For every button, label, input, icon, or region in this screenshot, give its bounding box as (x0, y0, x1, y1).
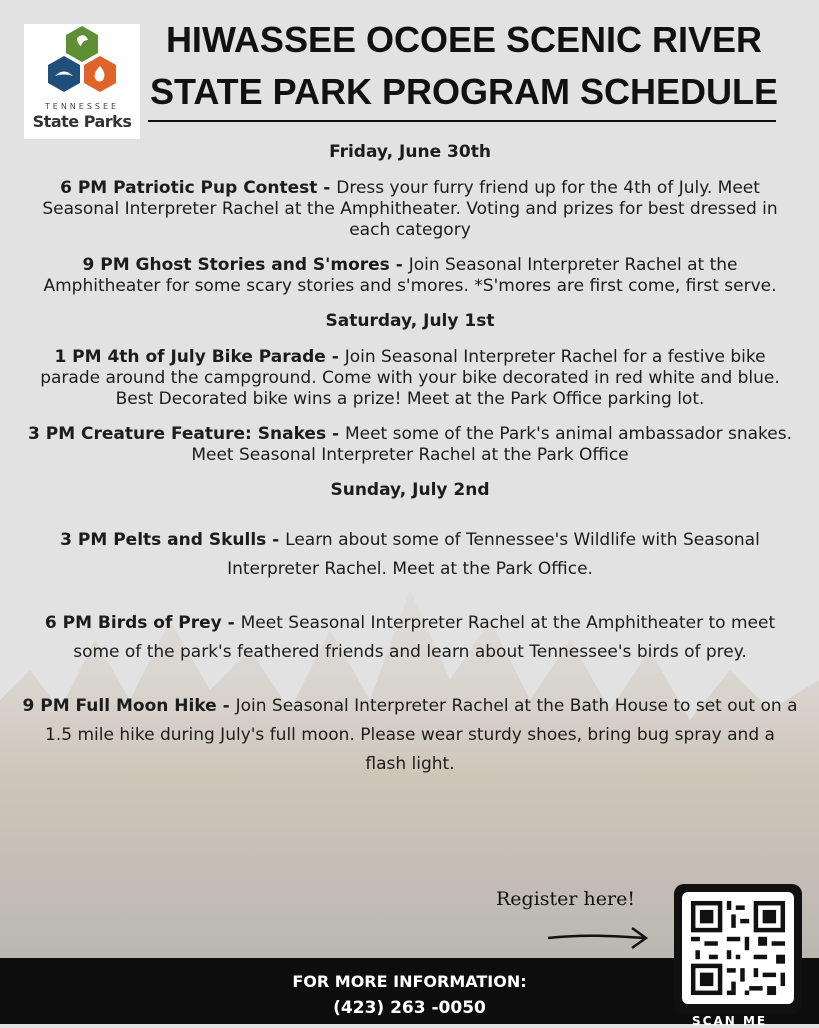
qr-code-image (682, 892, 794, 1004)
event-item (22, 609, 798, 667)
event-text: Meet Seasonal Interpreter Rachel at the Amphitheater to meet some of the park's feathered friends and learn about Tennessee's birds of prey. (73, 613, 776, 662)
event-text: Join Seasonal Interpreter Rachel at the Bath House to set out on a 1.5 mile hike during July's full moon. Please wear sturdy shoes, bring bug spray and a flash light. (45, 696, 798, 774)
day-heading: Sunday, July 2nd (330, 480, 490, 500)
day-heading: Friday, June 30th (329, 142, 491, 162)
event-title: 6 PM Birds of Prey - (44, 613, 241, 633)
event-title: 1 PM 4th of July Bike Parade - (54, 347, 345, 367)
event-title: 9 PM Ghost Stories and S'mores - (82, 255, 409, 275)
hex-green (66, 26, 98, 62)
title-line-1: HIWASSEE OCOEE SCENIC RIVER (165, 19, 763, 60)
event-text: Dress your furry friend up for the 4th of July. Meet Seasonal Interpreter Rachel at the Amphitheater. Voting and prizes for best dressed in each category (42, 178, 778, 240)
event-text: Join Seasonal Interpreter Rachel at the Amphitheater for some scary stories and s'mores. *S'mores are first come, first serve. (43, 255, 777, 296)
footer-info-label: FOR MORE INFORMATION: (292, 972, 527, 991)
event-title: 3 PM Pelts and Skulls - (60, 530, 286, 550)
logo-hexagons-icon (24, 24, 140, 104)
event-title: 6 PM Patriotic Pup Contest - (60, 178, 337, 198)
qr-pattern-icon (682, 892, 794, 1004)
schedule (22, 138, 798, 804)
title-line-2: STATE PARK PROGRAM SCHEDULE (149, 71, 778, 112)
event-text: Learn about some of Tennessee's Wildlife with Seasonal Interpreter Rachel. Meet at the Park Office. (227, 530, 760, 579)
qr-code[interactable] (674, 884, 802, 1028)
event-item (22, 526, 798, 584)
logo-tennessee-text: TENNESSEE (44, 102, 120, 111)
day-heading: Saturday, July 1st (325, 311, 495, 331)
event-title: 3 PM Creature Feature: Snakes - (28, 424, 345, 444)
logo-state-parks-text: State Parks (32, 112, 132, 131)
event-item (22, 178, 798, 241)
event-item (22, 255, 798, 297)
qr-scan-label: SCAN ME (692, 1014, 768, 1028)
register-label: Register here! (496, 888, 635, 910)
page-title (146, 14, 782, 118)
footer-phone[interactable]: (423) 263 -0050 (333, 998, 486, 1018)
title-underline (148, 120, 776, 122)
event-item (22, 347, 798, 410)
event-item (22, 692, 798, 779)
arrow-right-icon (544, 920, 654, 956)
event-text: Join Seasonal Interpreter Rachel for a festive bike parade around the campground. Come with your bike decorated in red white and blue. Best Decorated bike wins a prize! Meet at the Park Office parking lot. (40, 347, 780, 409)
tennessee-state-parks-logo (24, 24, 140, 139)
event-item (22, 424, 798, 466)
event-title: 9 PM Full Moon Hike - (22, 696, 236, 716)
event-text: Meet some of the Park's animal ambassador snakes. Meet Seasonal Interpreter Rachel at the Park Office (191, 424, 792, 465)
